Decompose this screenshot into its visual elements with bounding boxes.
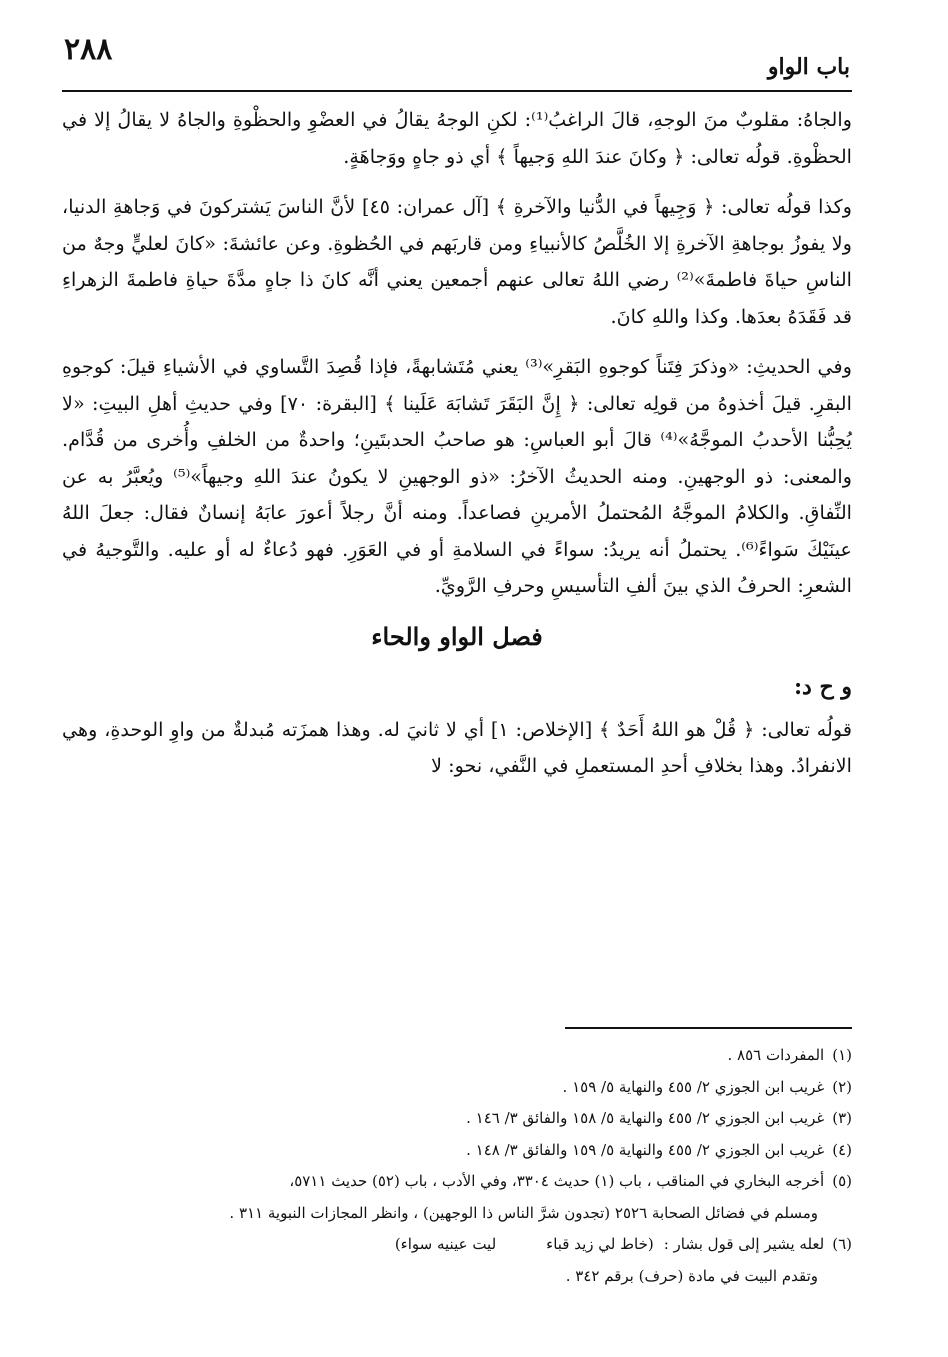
footnote-text: لعله يشير إلى قول بشار :: [663, 1235, 825, 1253]
footnote-text: غريب ابن الجوزي ٢/ ٤٥٥ والنهاية ٥/ ١٥٩ .: [562, 1077, 825, 1096]
footnote-5-continued: ومسلم في فضائل الصحابة ٢٥٢٦ (تجدون شرَّ الناس ذا الوجهين) ، وانظر المجازات النبوية ٣١١ .: [229, 1203, 818, 1222]
verse-hemistich-2: ليت عينيه سواء): [394, 1235, 497, 1253]
footnote-6: [62, 1229, 852, 1261]
verse-hemistich-1: (خاط لي زيد قباء: [546, 1235, 654, 1253]
footnote-text: المفردات ٨٥٦ .: [727, 1046, 825, 1064]
footnote-1: [62, 1040, 852, 1072]
page-header: [62, 30, 852, 92]
footnote-text: أخرجه البخاري في المناقب ، باب (١) حديث ٣٣٠٤، وفي الأدب ، باب (٥٢) حديث ٥٧١١،: [289, 1172, 825, 1190]
main-text: [62, 102, 852, 799]
footnote-number: (٤): [832, 1140, 852, 1159]
footnote-separator: [565, 1027, 852, 1029]
footnotes: [62, 1040, 852, 1292]
footnote-number: (٥): [832, 1172, 852, 1190]
footnote-2: [62, 1072, 852, 1104]
footnote-text: غريب ابن الجوزي ٢/ ٤٥٥ والنهاية ٥/ ١٥٩ والفائق ٣/ ١٤٨ .: [466, 1140, 825, 1159]
footnote-number: (٦): [832, 1235, 852, 1253]
footnote-5: [62, 1166, 852, 1198]
entry-root: و ح د:: [793, 674, 852, 700]
footnote-number: (٢): [832, 1077, 852, 1096]
running-head: باب الواو: [767, 54, 850, 80]
footnote-number: (١): [832, 1046, 852, 1064]
paragraph-1: والجاهُ: مقلوبٌ منَ الوجهِ، قالَ الراغبُ⁽¹⁾: لكنِ الوجهُ يقالُ في العضْوِ والحظْوةِ والجاهُ لا يقالُ إلا في الحظْوةِ. قولُه تعالى: ﴿ وكانَ عندَ اللهِ وَجيهاً ﴾ أي ذو جاهٍ ووَجاهَةٍ.: [62, 108, 852, 168]
footnote-6-continued: وتقدم البيت في مادة (حرف) برقم ٣٤٢ .: [565, 1266, 818, 1285]
footnote-text: غريب ابن الجوزي ٢/ ٤٥٥ والنهاية ٥/ ١٥٨ والفائق ٣/ ١٤٦ .: [466, 1109, 825, 1127]
section-title: فصل الواو والحاء: [371, 621, 543, 651]
paragraph-3: وفي الحديثِ: «وذكرَ فِتَناً كوجوهِ البَقرِ»⁽³⁾ يعني مُتَشابهةً، فإذا قُصِدَ التَّساوي في الأشياءِ قيلَ: كوجوهِ البقرِ. قيلَ أخذوهُ من قولِه تعالى: ﴿ إِنَّ البَقَرَ تَشابَهَ عَلَينا ﴾ [البقرة: ٧٠] وفي حديثِ أهلِ البيتِ: «لا يُحِبُّنا الأحدبُ الموجَّهُ»⁽⁴⁾ قالَ أبو العباسِ: هو صاحبُ الحدبتَينِ؛ واحدةٌ من الخلفِ وأُخرى من قُدَّام. والمعنى: ذو الوجهينِ. ومنه الحديثُ الآخرُ: «ذو الوجهينِ لا يكونُ عندَ اللهِ وجيهاً»⁽⁵⁾ ويُعبَّرُ به عن النِّفاقِ. والكلامُ الموجَّهُ المُحتملُ الأمرينِ فصاعداً. ومنه أنَّ رجلاً أعورَ عابَهُ إنسانٌ فقال: جعلَ اللهُ عينَيْكَ سَواءً⁽⁶⁾. يحتملُ أنه يريدُ: سواءً في السلامةِ أو في العَوَرِ. فهو دُعاءٌ له أو عليه. والتَّوجيهُ في الشعرِ: الحرفُ الذي بينَ ألفِ التأسيسِ وحرفِ الرَّويِّ.: [62, 355, 853, 597]
paragraph-4: قولُه تعالى: ﴿ قُلْ هو اللهُ أَحَدٌ ﴾ [الإخلاص: ١] أي لا ثانيَ له. وهذا همزَته مُبدلةٌ من واوِ الوحدةِ، وهي الانفرادُ. وهذا بخلافِ أحدِ المستعملِ في النَّفي، نحو: لا: [62, 717, 852, 777]
footnote-3: [62, 1103, 852, 1135]
page-number: ٢٨٨: [64, 32, 113, 67]
footnote-number: (٣): [832, 1109, 852, 1127]
paragraph-2: وكذا قولُه تعالى: ﴿ وَجِيهاً في الدُّنيا والآخرةِ ﴾ [آل عمران: ٤٥] لأنَّ الناسَ يَشتركونَ في وَجاهةِ الدنيا، ولا يفوزُ بوجاهةِ الآخرةِ إلا الخُلَّصُ كالأنبياءِ ومن قاربَهم في الحُظوةِ. وعن عائشةَ: «كانَ لعليٍّ وجهٌ من الناسِ حياةَ فاطمةَ»⁽²⁾ رضي اللهُ تعالى عنهم أجمعين يعني أنَّه كانَ ذا جاهٍ مدَّةَ حياةِ فاطمةَ الزهراءِ قد فَقَدَهُ بعدَها. وكذا واللهِ كانَ.: [62, 195, 852, 328]
footnote-4: [62, 1135, 852, 1167]
